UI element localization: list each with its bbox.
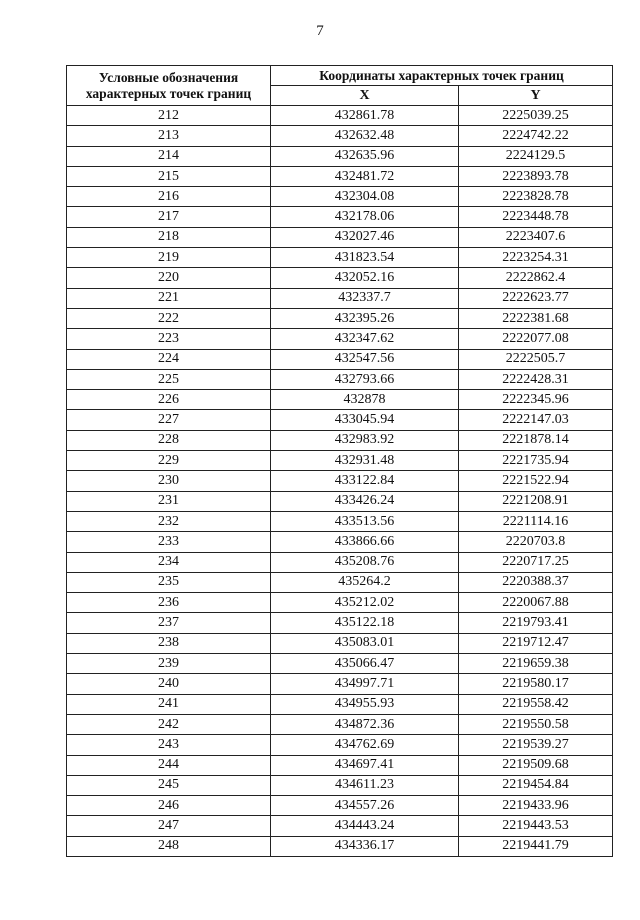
table-row (67, 674, 613, 694)
table-row (67, 248, 613, 268)
point-id-cell: 218 (67, 227, 271, 247)
table-row (67, 227, 613, 247)
y-coordinate-cell: 2223828.78 (459, 187, 613, 207)
point-id-cell: 234 (67, 552, 271, 572)
y-coordinate-cell: 2219712.47 (459, 633, 613, 653)
table-row (67, 654, 613, 674)
point-id-cell: 242 (67, 714, 271, 734)
y-coordinate-cell: 2222381.68 (459, 308, 613, 328)
point-id-cell: 239 (67, 654, 271, 674)
y-coordinate-cell: 2219793.41 (459, 613, 613, 633)
table-row (67, 593, 613, 613)
point-id-cell: 216 (67, 187, 271, 207)
table-row (67, 613, 613, 633)
table-header (67, 66, 613, 106)
point-id-cell: 226 (67, 390, 271, 410)
table-row (67, 410, 613, 430)
y-column-header: Y (459, 86, 613, 106)
x-coordinate-cell: 434762.69 (271, 735, 459, 755)
y-coordinate-cell: 2223448.78 (459, 207, 613, 227)
point-id-cell: 246 (67, 796, 271, 816)
point-id-cell: 220 (67, 268, 271, 288)
table-row (67, 491, 613, 511)
y-coordinate-cell: 2224742.22 (459, 126, 613, 146)
point-id-cell: 247 (67, 816, 271, 836)
x-coordinate-cell: 435264.2 (271, 572, 459, 592)
table-row (67, 308, 613, 328)
y-coordinate-cell: 2224129.5 (459, 146, 613, 166)
point-id-cell: 236 (67, 593, 271, 613)
x-coordinate-cell: 435066.47 (271, 654, 459, 674)
y-coordinate-cell: 2222505.7 (459, 349, 613, 369)
x-coordinate-cell: 433122.84 (271, 471, 459, 491)
table-body (67, 106, 613, 857)
x-coordinate-cell: 432931.48 (271, 451, 459, 471)
y-coordinate-cell: 2219433.96 (459, 796, 613, 816)
table-row (67, 268, 613, 288)
y-coordinate-cell: 2219454.84 (459, 775, 613, 795)
x-coordinate-cell: 433045.94 (271, 410, 459, 430)
coordinates-group-header: Координаты характерных точек границ (271, 66, 613, 86)
table-row (67, 369, 613, 389)
table-row (67, 572, 613, 592)
table-row (67, 126, 613, 146)
x-coordinate-cell: 432347.62 (271, 329, 459, 349)
page-number: 7 (316, 23, 324, 39)
x-coordinate-cell: 435212.02 (271, 593, 459, 613)
table-row (67, 187, 613, 207)
x-coordinate-cell: 435208.76 (271, 552, 459, 572)
y-coordinate-cell: 2220703.8 (459, 532, 613, 552)
table-row (67, 836, 613, 856)
x-coordinate-cell: 432635.96 (271, 146, 459, 166)
x-coordinate-cell: 432878 (271, 390, 459, 410)
header-row (67, 66, 613, 86)
x-coordinate-cell: 433513.56 (271, 511, 459, 531)
y-coordinate-cell: 2222077.08 (459, 329, 613, 349)
x-coordinate-cell: 434336.17 (271, 836, 459, 856)
point-id-cell: 244 (67, 755, 271, 775)
x-coordinate-cell: 433866.66 (271, 532, 459, 552)
y-coordinate-cell: 2219509.68 (459, 755, 613, 775)
y-coordinate-cell: 2219539.27 (459, 735, 613, 755)
point-id-cell: 235 (67, 572, 271, 592)
point-id-cell: 228 (67, 430, 271, 450)
point-id-cell: 212 (67, 106, 271, 126)
table-row (67, 349, 613, 369)
x-coordinate-cell: 432052.16 (271, 268, 459, 288)
x-coordinate-cell: 432304.08 (271, 187, 459, 207)
x-coordinate-cell: 434955.93 (271, 694, 459, 714)
coordinates-table (66, 65, 613, 857)
x-coordinate-cell: 435122.18 (271, 613, 459, 633)
x-coordinate-cell: 434611.23 (271, 775, 459, 795)
point-id-cell: 217 (67, 207, 271, 227)
table-row (67, 694, 613, 714)
point-id-cell: 245 (67, 775, 271, 795)
y-coordinate-cell: 2219550.58 (459, 714, 613, 734)
x-coordinate-cell: 432027.46 (271, 227, 459, 247)
table-row (67, 207, 613, 227)
y-coordinate-cell: 2222345.96 (459, 390, 613, 410)
table-row (67, 288, 613, 308)
table-row (67, 532, 613, 552)
y-coordinate-cell: 2222147.03 (459, 410, 613, 430)
y-coordinate-cell: 2220388.37 (459, 572, 613, 592)
point-id-cell: 233 (67, 532, 271, 552)
table-row (67, 714, 613, 734)
point-id-cell: 214 (67, 146, 271, 166)
x-coordinate-cell: 432983.92 (271, 430, 459, 450)
y-coordinate-cell: 2219443.53 (459, 816, 613, 836)
table-row (67, 471, 613, 491)
point-id-cell: 223 (67, 329, 271, 349)
x-coordinate-cell: 432861.78 (271, 106, 459, 126)
x-coordinate-cell: 432547.56 (271, 349, 459, 369)
point-id-cell: 237 (67, 613, 271, 633)
x-coordinate-cell: 432337.7 (271, 288, 459, 308)
point-id-cell: 238 (67, 633, 271, 653)
y-coordinate-cell: 2221735.94 (459, 451, 613, 471)
point-id-cell: 213 (67, 126, 271, 146)
point-id-cell: 231 (67, 491, 271, 511)
y-coordinate-cell: 2219659.38 (459, 654, 613, 674)
x-coordinate-cell: 432178.06 (271, 207, 459, 227)
table-row (67, 166, 613, 186)
y-coordinate-cell: 2221208.91 (459, 491, 613, 511)
point-id-cell: 221 (67, 288, 271, 308)
point-id-cell: 222 (67, 308, 271, 328)
table-row (67, 390, 613, 410)
point-id-cell: 227 (67, 410, 271, 430)
y-coordinate-cell: 2219558.42 (459, 694, 613, 714)
y-coordinate-cell: 2222862.4 (459, 268, 613, 288)
table-row (67, 552, 613, 572)
point-id-cell: 225 (67, 369, 271, 389)
x-column-header: X (271, 86, 459, 106)
table-row (67, 755, 613, 775)
point-id-cell: 243 (67, 735, 271, 755)
table-row (67, 633, 613, 653)
table-row (67, 430, 613, 450)
x-coordinate-cell: 434557.26 (271, 796, 459, 816)
point-id-cell: 241 (67, 694, 271, 714)
table-row (67, 329, 613, 349)
y-coordinate-cell: 2225039.25 (459, 106, 613, 126)
x-coordinate-cell: 434697.41 (271, 755, 459, 775)
y-coordinate-cell: 2223407.6 (459, 227, 613, 247)
y-coordinate-cell: 2223254.31 (459, 248, 613, 268)
table-row (67, 796, 613, 816)
y-coordinate-cell: 2221522.94 (459, 471, 613, 491)
y-coordinate-cell: 2219441.79 (459, 836, 613, 856)
table-row (67, 735, 613, 755)
y-coordinate-cell: 2220067.88 (459, 593, 613, 613)
x-coordinate-cell: 433426.24 (271, 491, 459, 511)
point-id-cell: 229 (67, 451, 271, 471)
x-coordinate-cell: 434872.36 (271, 714, 459, 734)
x-coordinate-cell: 434997.71 (271, 674, 459, 694)
y-coordinate-cell: 2219580.17 (459, 674, 613, 694)
table-row (67, 816, 613, 836)
y-coordinate-cell: 2221114.16 (459, 511, 613, 531)
point-id-cell: 215 (67, 166, 271, 186)
x-coordinate-cell: 432395.26 (271, 308, 459, 328)
point-id-cell: 248 (67, 836, 271, 856)
y-coordinate-cell: 2223893.78 (459, 166, 613, 186)
y-coordinate-cell: 2222428.31 (459, 369, 613, 389)
y-coordinate-cell: 2220717.25 (459, 552, 613, 572)
x-coordinate-cell: 431823.54 (271, 248, 459, 268)
table-row (67, 146, 613, 166)
point-id-cell: 240 (67, 674, 271, 694)
point-id-cell: 224 (67, 349, 271, 369)
table-row (67, 106, 613, 126)
point-label-header: Условные обозначения характерных точек границ (67, 66, 271, 106)
x-coordinate-cell: 432481.72 (271, 166, 459, 186)
x-coordinate-cell: 432632.48 (271, 126, 459, 146)
y-coordinate-cell: 2222623.77 (459, 288, 613, 308)
x-coordinate-cell: 434443.24 (271, 816, 459, 836)
table-row (67, 511, 613, 531)
x-coordinate-cell: 435083.01 (271, 633, 459, 653)
table-row (67, 451, 613, 471)
table-row (67, 775, 613, 795)
point-id-cell: 219 (67, 248, 271, 268)
point-id-cell: 232 (67, 511, 271, 531)
point-id-cell: 230 (67, 471, 271, 491)
x-coordinate-cell: 432793.66 (271, 369, 459, 389)
y-coordinate-cell: 2221878.14 (459, 430, 613, 450)
